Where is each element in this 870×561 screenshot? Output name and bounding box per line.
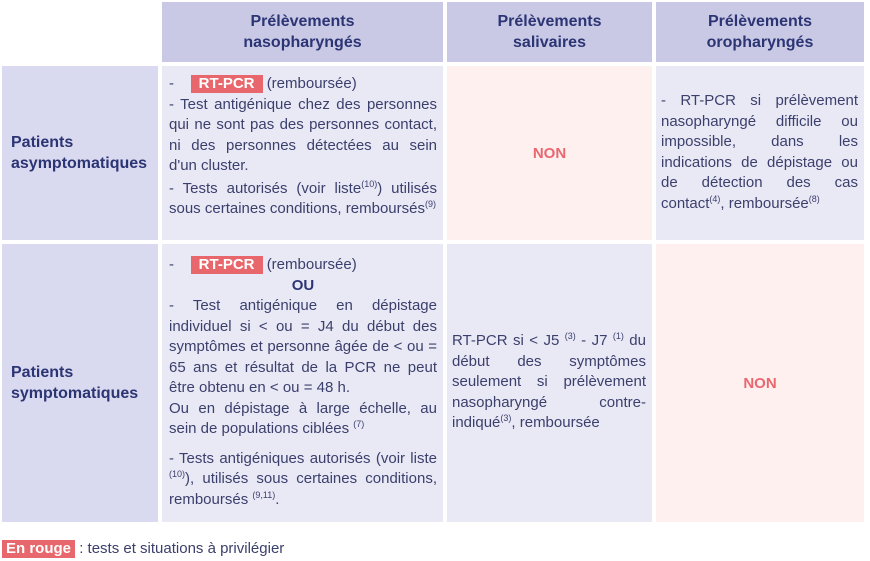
row-header-asymptomatiques (2, 66, 158, 240)
en-rouge-badge: En rouge (2, 540, 75, 558)
header-naso-line1: Prélèvements (250, 13, 355, 30)
legend (2, 539, 502, 559)
header-naso-line2: nasopharyngés (243, 34, 362, 51)
header-oropharynges (656, 2, 864, 62)
header-salivaires (447, 2, 652, 62)
row-sympto-line1: Patients (11, 364, 74, 381)
rt-pcr-badge: RT-PCR (191, 75, 263, 93)
cell-asympto-saliva (447, 66, 652, 240)
rt-pcr-badge: RT-PCR (191, 256, 263, 274)
row-asympto-line1: Patients (11, 134, 74, 151)
oro-rt-pcr-text: - RT-PCR si prélèvement nasopharyngé difficile ou impossible, dans les indications de dépistage ou de détection des cas contact$^{(4)}$, remboursée$^{(8)}$ (661, 92, 858, 212)
cell-sympto-saliva (447, 244, 652, 522)
ou-label: OU (291, 276, 315, 294)
remboursee-label: (remboursée) (266, 75, 357, 92)
tests-autorises-text: - Tests autorisés (voir liste$^{(10)}$) utilisés sous certaines conditions, remboursés$^{(9)}$ (169, 178, 438, 217)
legend-text: : tests et situations à privilégier (79, 540, 285, 557)
non-label: NON (743, 374, 777, 392)
row-asympto-line2: asymptomatiques (11, 155, 148, 172)
test-antigenique-text: - Test antigénique chez des personnes qui ne sont pas des personnes contact, ni des personnes détectées au sein d'un cluster. (169, 95, 437, 174)
cell-asympto-naso: - RT-PCR (remboursée) - Test antigénique chez des personnes qui ne sont pas des personnes contact, ni des personnes détectées au sein d'un cluster. - Tests autorisés (voir liste$^{(10)}$) utilisés sous certaines conditions, remboursés$^{(9)}$ (162, 66, 443, 240)
cell-sympto-naso: - RT-PCR (remboursée) OU - Test antigénique en dépistage individuel si < ou = J4 du début des symptômes et personne âgée de < ou = 65 ans et résultat de la PCR ne peut être obtenu en < ou = 48 h. Ou en dépistage à large échelle, au sein de populations ciblées $^{(7)}$ - Tests antigéniques autorisés (voir liste $^{(10)}$), utilisés sous certaines conditions, remboursés $^{(9,11)}$. (162, 244, 443, 522)
header-saliva-line2: salivaires (513, 34, 586, 51)
header-oro-line1: Prélèvements (707, 13, 813, 30)
non-label: NON (532, 144, 567, 162)
remboursee-label: (remboursée) (266, 256, 357, 273)
row-sympto-line2: symptomatiques (11, 385, 139, 402)
cell-asympto-oro (656, 66, 864, 240)
header-nasopharynges (162, 2, 443, 62)
row-header-symptomatiques (2, 244, 158, 522)
large-echelle-text: Ou en dépistage à large échelle, au sein de populations ciblées $^{(7)}$ (169, 399, 437, 437)
header-saliva-line1: Prélèvements (497, 13, 602, 30)
header-oro-line2: oropharyngés (706, 34, 814, 51)
cell-sympto-oro (656, 244, 864, 522)
tests-autorises-text: - Tests antigéniques autorisés (voir liste $^{(10)}$), utilisés sous certaines conditions, remboursés $^{(9,11)}$. (169, 449, 437, 508)
test-antigenique-text: - Test antigénique en dépistage individuel si < ou = J4 du début des symptômes et personne âgée de < ou = 65 ans et résultat de la PCR ne peut être obtenu en < ou = 48 h. (169, 297, 437, 396)
saliva-rt-pcr-text: RT-PCR si < J5 $^{(3)}$ - J7 $^{(1)}$ du début des symptômes seulement si prélèvement nasopharyngé contre-indiqué$^{(3)}$, remboursée (452, 331, 646, 431)
